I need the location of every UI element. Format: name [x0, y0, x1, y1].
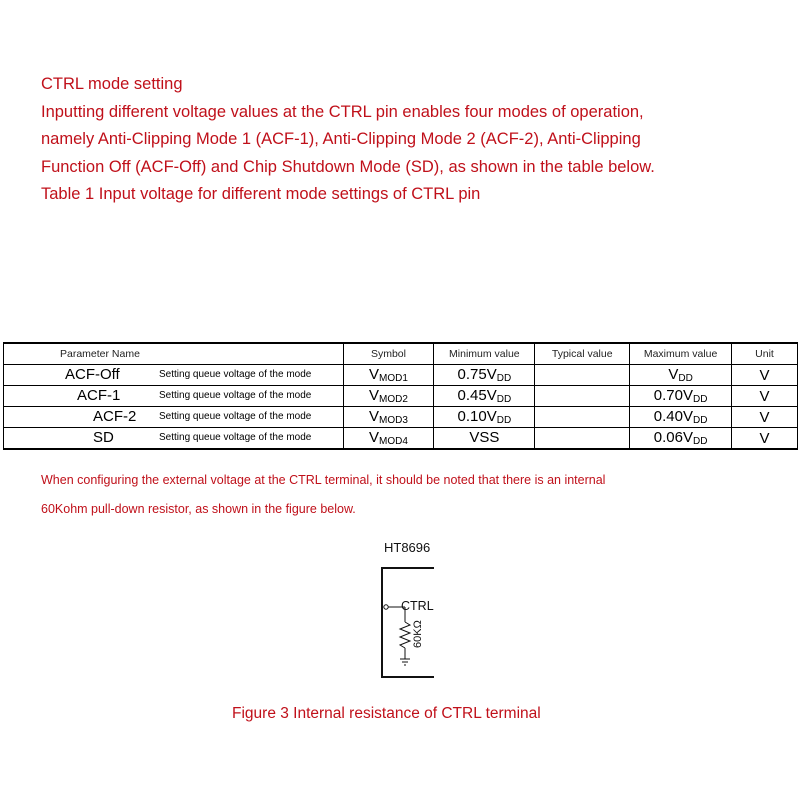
typ-cell	[535, 428, 630, 450]
min-cell: $0.45V_{DD}$	[434, 386, 535, 407]
param-cell	[4, 365, 344, 386]
min-cell: $0.10V_{DD}$	[434, 407, 535, 428]
chip-outline	[370, 538, 460, 688]
intro-text	[41, 71, 781, 209]
header-symbol: Symbol	[343, 343, 434, 365]
note-line-2: 60Kohm pull-down resistor, as shown in the figure below.	[41, 502, 356, 516]
table-row	[4, 428, 798, 450]
typ-cell	[535, 386, 630, 407]
header-max: Maximum value	[630, 343, 732, 365]
header-unit: Unit	[732, 343, 798, 365]
table-row	[4, 365, 798, 386]
section-heading: CTRL mode setting	[41, 75, 183, 93]
resistor-zigzag-icon	[400, 622, 410, 648]
mode-voltage-table	[3, 342, 798, 450]
header-parameter: Parameter Name	[4, 343, 344, 365]
header-min: Minimum value	[434, 343, 535, 365]
min-cell: $0.75V_{DD}$	[434, 365, 535, 386]
max-cell: $0.70V_{DD}$	[630, 386, 732, 407]
typ-cell	[535, 407, 630, 428]
max-cell: $0.06V_{DD}$	[630, 428, 732, 450]
table-row	[4, 386, 798, 407]
symbol-cell: $V_{MOD4}$	[343, 428, 434, 450]
resistor-label: 60KΩ	[412, 620, 424, 648]
chip-label: HT8696	[384, 540, 431, 555]
unit-cell: V	[732, 386, 798, 407]
chip-border	[382, 568, 434, 677]
unit-cell: V	[732, 428, 798, 450]
param-desc: Setting queue voltage of the mode	[159, 411, 312, 422]
ctrl-resistor-figure	[370, 538, 460, 688]
unit-cell: V	[732, 407, 798, 428]
param-desc: Setting queue voltage of the mode	[159, 369, 312, 380]
pull-down-note	[41, 466, 781, 524]
intro-line-3: Function Off (ACF-Off) and Chip Shutdown Mode (SD), as shown in the table below.	[41, 157, 655, 176]
unit-cell: V	[732, 365, 798, 386]
intro-line-2: namely Anti-Clipping Mode 1 (ACF-1), Anti-Clipping Mode 2 (ACF-2), Anti-Clipping	[41, 130, 641, 148]
note-line-1: When configuring the external voltage at the CTRL terminal, it should be noted that there is an internal	[41, 473, 606, 487]
figure-caption: Figure 3 Internal resistance of CTRL terminal	[232, 705, 541, 722]
table-row	[4, 407, 798, 428]
param-cell	[4, 386, 344, 407]
param-name: ACF-1	[77, 387, 121, 404]
symbol-cell: $V_{MOD3}$	[343, 407, 434, 428]
param-desc: Setting queue voltage of the mode	[159, 390, 312, 401]
symbol-cell: $V_{MOD1}$	[343, 365, 434, 386]
max-cell: $V_{DD}$	[630, 365, 732, 386]
ctrl-pin-node	[384, 605, 388, 609]
param-desc: Setting queue voltage of the mode	[159, 432, 312, 443]
table-header-row	[4, 343, 798, 365]
param-name: SD	[93, 429, 114, 446]
max-cell: $0.40V_{DD}$	[630, 407, 732, 428]
typ-cell	[535, 365, 630, 386]
symbol-cell: $V_{MOD2}$	[343, 386, 434, 407]
intro-line-1: Inputting different voltage values at the CTRL pin enables four modes of operation,	[41, 102, 644, 121]
header-typ: Typical value	[535, 343, 630, 365]
min-cell: VSS	[434, 428, 535, 450]
param-name: ACF-2	[93, 408, 137, 425]
param-cell	[4, 428, 344, 450]
table-title: Table 1 Input voltage for different mode settings of CTRL pin	[41, 185, 481, 203]
param-name: ACF-Off	[65, 366, 120, 383]
ctrl-pin-label: CTRL	[401, 599, 434, 613]
param-cell	[4, 407, 344, 428]
